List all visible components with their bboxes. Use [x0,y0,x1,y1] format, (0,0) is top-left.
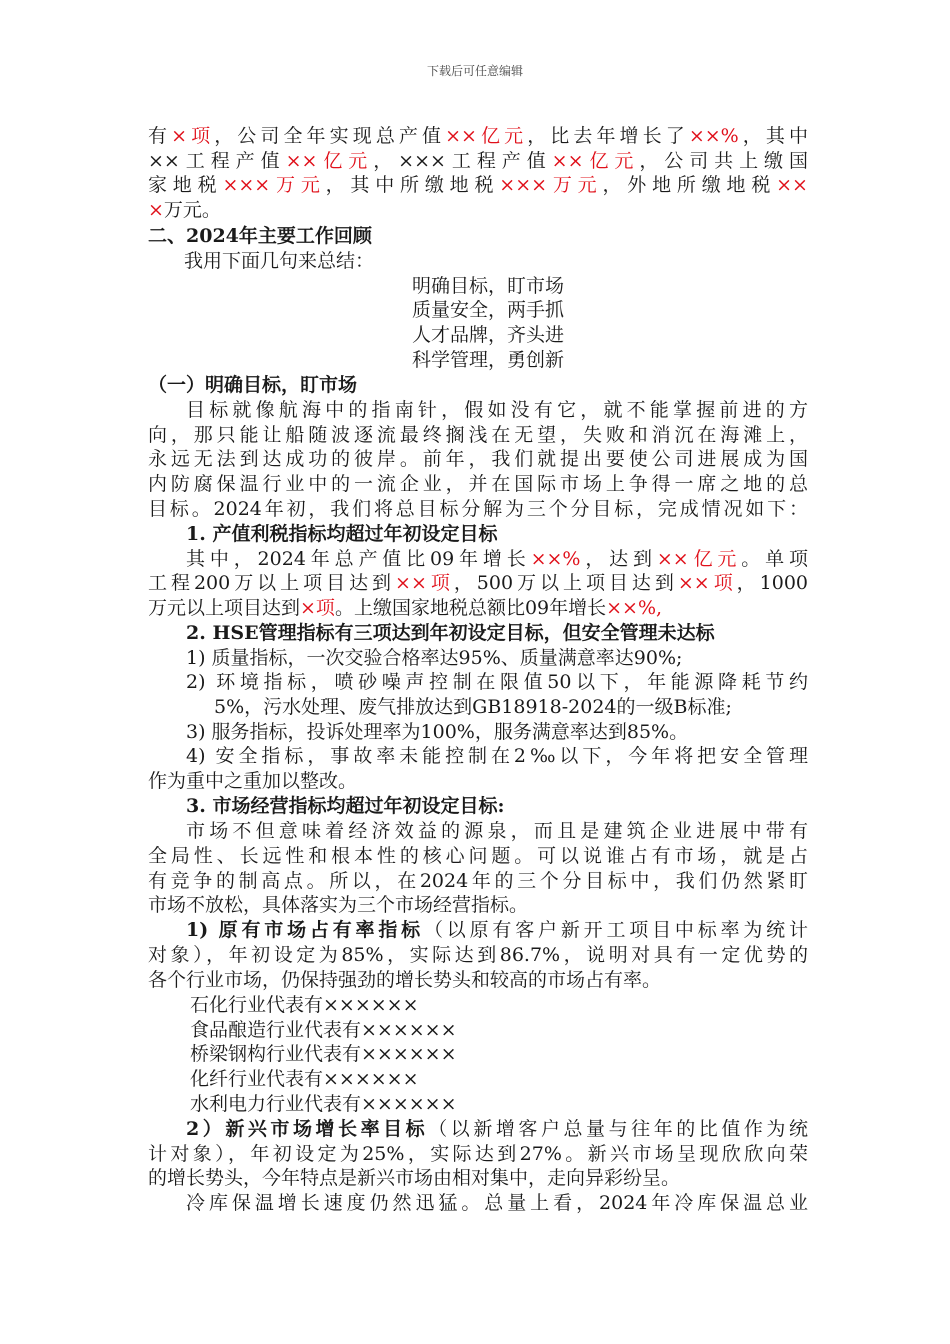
text-line [186,794,808,819]
text-segment: 化纤行业代表有×××××× [190,1068,419,1090]
text-segment: 有 [148,125,172,147]
text-line [186,1191,808,1216]
text-line [186,918,808,943]
text-segment: 目标。2024年初，我们将总目标分解为三个分目标，完成情况如下： [148,498,808,520]
text-segment: ××工程产值 [148,150,286,172]
text-segment: ××% [530,548,581,570]
text-segment: 。单项 [741,548,808,570]
text-line [148,373,808,398]
text-line [190,1092,590,1117]
text-line [148,173,808,198]
text-segment: 作为重中之重加以整改。 [148,770,358,792]
text-segment: ，公司全年实现总产值 [214,125,446,147]
text-segment: ××亿元 [551,150,640,172]
text-segment: 永远无法到达成功的彼岸。前年，我们就提出要使公司进展成为国 [148,448,808,470]
text-line [412,348,662,373]
text-line [148,1166,808,1191]
text-line [186,744,808,769]
text-segment: （一）明确目标，盯市场 [148,374,358,396]
text-segment: 向，那只能让船随波逐流最终搁浅在无望，失败和消沉在海滩上， [148,424,808,446]
text-segment: ××% [688,125,739,147]
text-segment: 各个行业市场，仍保持强劲的增长势头和较高的市场占有率。 [148,969,662,991]
text-line [184,249,584,274]
text-line [186,646,808,671]
text-line [148,224,808,249]
text-segment: 内防腐保温行业中的一流企业，并在国际市场上争得一席之地的总 [148,473,808,495]
text-line [148,124,808,149]
text-segment: ×项 [171,125,215,147]
text-line [148,968,808,993]
text-line [148,472,808,497]
text-segment: 3. 市场经营指标均超过年初设定目标: [186,795,505,817]
text-line [148,497,808,522]
text-segment: ，其中 [738,125,808,147]
text-line [148,149,808,174]
text-segment: 石化行业代表有×××××× [190,994,419,1016]
text-segment: ×× [776,174,808,196]
text-line [190,1042,590,1067]
text-segment: 其中，2024年总产值比09年增长 [186,548,531,570]
text-segment: 冷库保温增长速度仍然迅猛。总量上看，2024年冷库保温总业 [186,1192,808,1214]
text-segment: 3) 服务指标，投诉处理率为100%，服务满意率达到85%。 [186,721,689,743]
text-line [412,274,662,299]
text-segment: 市场不但意味着经济效益的源泉，而且是建筑企业进展中带有 [186,820,808,842]
text-segment: 2）新兴市场增长率目标 [186,1118,429,1140]
text-line [148,571,808,596]
text-segment: 万元以上项目达到 [148,597,301,619]
text-line [186,1117,808,1142]
text-line [412,298,662,323]
text-segment: ×项 [300,597,335,619]
text-segment: ××项 [677,572,737,594]
text-segment: 明确目标，盯市场 [412,275,565,297]
text-segment: 桥梁钢构行业代表有×××××× [190,1043,457,1065]
text-line [148,447,808,472]
text-line [190,993,590,1018]
text-segment: ，×××工程产值 [373,150,552,172]
text-segment: 家地税 [148,174,223,196]
text-line [186,547,808,572]
text-segment: （以新增客户总量与往年的比值作为统 [428,1118,808,1140]
text-line [148,893,808,918]
text-segment: 4) 安全指标，事故率未能控制在2‰以下，今年将把安全管理 [186,745,808,767]
text-segment: ××亿元 [656,548,742,570]
text-segment: 有竞争的制高点。所以，在2024年的三个分目标中，我们仍然紧盯 [148,870,808,892]
text-line [186,621,808,646]
text-segment: 人才品牌，齐头进 [412,324,565,346]
text-segment: 市场不放松，具体落实为三个市场经营指标。 [148,894,529,916]
text-line [148,943,808,968]
text-segment: 工程200万以上项目达到 [148,572,396,594]
text-line [148,869,808,894]
text-segment: 我用下面几句来总结： [184,250,375,272]
text-segment: ××亿元 [445,125,528,147]
text-segment: 1) 质量指标，一次交验合格率达95%、质量满意率达90%; [186,647,683,669]
text-segment: ××亿元 [285,150,374,172]
text-segment: ，外地所缴地税 [602,174,777,196]
text-segment: 1. 产值利税指标均超过年初设定目标 [186,523,498,545]
text-line [186,819,808,844]
text-segment: 1) 原有市场占有率指标 [186,919,424,941]
text-segment: ，500万以上项目达到 [453,572,678,594]
text-line [148,198,808,223]
text-line [148,844,808,869]
text-line [186,398,808,423]
text-segment: ×××万元 [499,174,603,196]
text-line [148,1142,808,1167]
text-segment: ，比去年增长了 [527,125,689,147]
text-segment: 计对象），年初设定为25%，实际达到27%。新兴市场呈现欣欣向荣 [148,1143,808,1165]
text-segment: 对象），年初设定为85%，实际达到86.7%，说明对具有一定优势的 [148,944,808,966]
text-segment: ，其中所缴地税 [325,174,500,196]
text-line [148,769,808,794]
text-segment: 的增长势头，今年特点是新兴市场由相对集中，走向异彩纷呈。 [148,1167,681,1189]
text-segment: ×××万元 [222,174,326,196]
text-line [214,695,808,720]
text-line [186,720,808,745]
text-line [186,522,808,547]
text-segment: 水利电力行业代表有×××××× [190,1093,457,1115]
text-segment: 二、2024年主要工作回顾 [148,225,372,247]
text-segment: 万元。 [163,199,221,221]
text-segment: 科学管理，勇创新 [412,349,565,371]
text-line [186,670,808,695]
text-line [148,423,808,448]
text-segment: ××项 [395,572,454,594]
text-segment: 质量安全，两手抓 [412,299,565,321]
text-segment: 5%，污水处理、废气排放达到GB18918-2024的一级B标准; [214,696,732,718]
page-header: 下载后可任意编辑 [426,64,523,78]
text-segment: ，达到 [580,548,657,570]
text-line [412,323,662,348]
text-segment: ，1000 [736,572,809,594]
text-segment: ××%, [606,597,663,619]
text-segment: 2. HSE管理指标有三项达到年初设定目标，但安全管理未达标 [186,622,715,644]
text-segment: 全局性、长远性和根本性的核心问题。可以说谁占有市场，就是占 [148,845,808,867]
text-segment: （以原有客户新开工项目中标率为统计 [423,919,808,941]
text-segment: ，公司共上缴国 [639,150,808,172]
text-segment: 。上缴国家地税总额比09年增长 [334,597,607,619]
text-segment: 2) 环境指标，喷砂噪声控制在限值50以下，年能源降耗节约 [186,671,808,693]
text-segment: × [148,199,164,221]
text-segment: 食品酿造行业代表有×××××× [190,1019,457,1041]
text-line [190,1018,590,1043]
text-line [148,596,808,621]
text-segment: 目标就像航海中的指南针，假如没有它，就不能掌握前进的方 [186,399,808,421]
text-line [190,1067,590,1092]
